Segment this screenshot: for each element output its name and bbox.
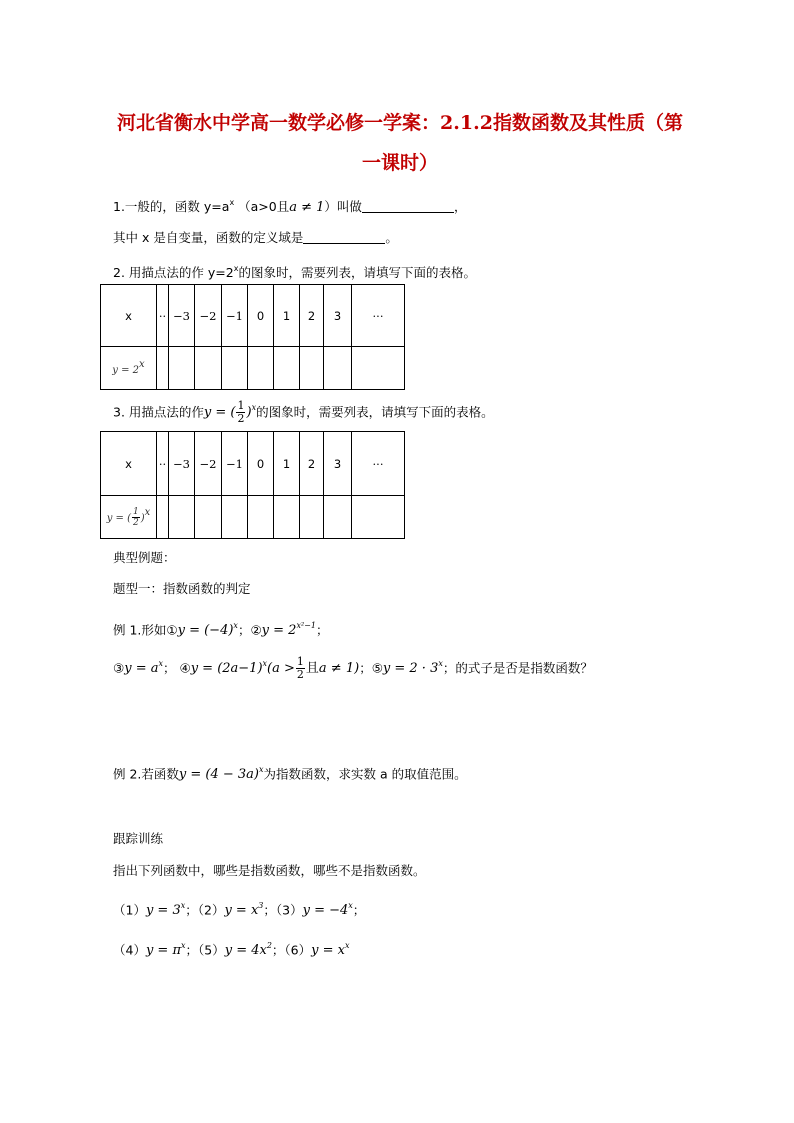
- document-title-line2: 一课时）: [361, 152, 438, 174]
- table-2-value-cell[interactable]: [274, 496, 300, 539]
- q2-sup: x: [233, 264, 239, 273]
- table-2-header-cell: 2: [300, 432, 324, 496]
- q1-line2-text: 其中 x 是自变量，函数的定义域是: [113, 230, 304, 245]
- table-2-header-cell: −3: [169, 432, 195, 496]
- table-2-value-cell[interactable]: [157, 496, 169, 539]
- practice-heading: 跟踪训练: [113, 831, 164, 846]
- table-1-value-cell[interactable]: [324, 347, 352, 390]
- practice-items-row1: $(1)y = 3^x$；$(2)y = x^3$；$(3)y = -4^x$；: [113, 901, 366, 919]
- table-1-value-cell[interactable]: [300, 347, 324, 390]
- table-1-header-cell: ··: [157, 285, 169, 347]
- table-1-value-cell[interactable]: [274, 347, 300, 390]
- q3-text-a: 3. 用描点法的作: [113, 404, 204, 420]
- table-1-header-cell: 0: [248, 285, 274, 347]
- table-1-value-cell[interactable]: [352, 347, 405, 390]
- q3-math: y = ( $\frac{1}{2}$ )$^x$: [203, 399, 257, 426]
- value-table-2: [100, 431, 405, 539]
- example-1-line1: 例 1.形如①y = $(-4)^x$；②y = $2^{x^2-1}$；: [113, 621, 329, 639]
- type-1-heading: 题型一：指数函数的判定: [113, 581, 251, 596]
- table-1-header-cell: 2: [300, 285, 324, 347]
- table-2-header-cell: −2: [195, 432, 222, 496]
- q1-sup: x: [229, 198, 235, 207]
- table-2-header-cell: −1: [222, 432, 248, 496]
- table-1-value-cell[interactable]: [169, 347, 195, 390]
- table-1-value-cell[interactable]: [157, 347, 169, 390]
- table-2-value-cell[interactable]: [248, 496, 274, 539]
- table-1-header-row: [101, 285, 405, 347]
- table-2-value-row: [101, 496, 405, 539]
- table-2-value-cell[interactable]: [324, 496, 352, 539]
- table-2-value-cell[interactable]: [300, 496, 324, 539]
- table-2-header-x: x: [101, 432, 157, 496]
- question-1-line1: [113, 195, 466, 217]
- q2-text-a: 2. 用描点法的作 y=2: [113, 265, 234, 281]
- q1-text-d: ，: [453, 199, 467, 215]
- q1-math: a ≠ 1: [289, 200, 325, 216]
- table-1-row-label: $y = 2^x$: [101, 347, 157, 390]
- q1-blank-1[interactable]: [362, 198, 454, 213]
- table-1-header-cell: 1: [274, 285, 300, 347]
- table-2-value-cell[interactable]: [352, 496, 405, 539]
- table-2-value-cell[interactable]: [169, 496, 195, 539]
- question-2: [113, 261, 476, 282]
- table-2-row-label: y = ( $\frac{1}{2}$ )$^x$: [101, 496, 157, 539]
- table-2-header-row: [101, 432, 405, 496]
- q2-text-b: 的图象时，需要列表，请填写下面的表格。: [238, 265, 476, 281]
- example-1-line2: ③y = $a^x$； ④y = $(2a-1)^x(a$ > $\frac{1}{2}$ 且a ≠ 1)；⑤y = $2 \cdot 3^x$；的式子是否是指数函数？: [113, 655, 593, 682]
- value-table-1: [100, 284, 405, 390]
- q1-text-c: ）叫做: [324, 199, 362, 215]
- q3-text-b: 的图象时，需要列表，请填写下面的表格。: [256, 404, 494, 420]
- table-2-header-cell: 1: [274, 432, 300, 496]
- document-title-line1: 河北省衡水中学高一数学必修一学案：2.1.2指数函数及其性质（第: [117, 112, 683, 134]
- table-2-value-cell[interactable]: [222, 496, 248, 539]
- table-1-header-cell: 3: [324, 285, 352, 347]
- table-2-header-cell: ··: [157, 432, 169, 496]
- table-2-header-cell: 3: [324, 432, 352, 496]
- q1-line2-end: 。: [385, 230, 398, 245]
- table-1-header-cell: −2: [195, 285, 222, 347]
- examples-heading: 典型例题：: [113, 550, 176, 565]
- table-2-header-cell: 0: [248, 432, 274, 496]
- table-1-header-cell: −3: [169, 285, 195, 347]
- table-1-value-cell[interactable]: [248, 347, 274, 390]
- table-1-value-row: [101, 347, 405, 390]
- question-1-line2: [113, 229, 398, 247]
- q1-text-b: （a>0且: [234, 199, 290, 215]
- example-2: 例 2.若函数$y = (4 - 3a)^x$为指数函数，求实数 a 的取值范围。: [113, 765, 467, 783]
- table-1-header-cell: ···: [352, 285, 405, 347]
- q1-text-a: 1.一般的，函数 y=a: [113, 199, 230, 215]
- table-2-header-cell: ···: [352, 432, 405, 496]
- table-1-header-x: x: [101, 285, 157, 347]
- practice-text: 指出下列函数中，哪些是指数函数，哪些不是指数函数。: [113, 863, 426, 878]
- q3-fraction: $\frac{1}{2}$: [237, 399, 245, 426]
- practice-items-row2: $(4)y = \pi^x$；$(5)y = 4x^2$；$(6)y = x^x$: [113, 941, 350, 959]
- table-1-value-cell[interactable]: [195, 347, 222, 390]
- table-1-header-cell: −1: [222, 285, 248, 347]
- table-2-value-cell[interactable]: [195, 496, 222, 539]
- q1-blank-2[interactable]: [303, 229, 385, 244]
- question-3: [113, 400, 494, 425]
- table-1-value-cell[interactable]: [222, 347, 248, 390]
